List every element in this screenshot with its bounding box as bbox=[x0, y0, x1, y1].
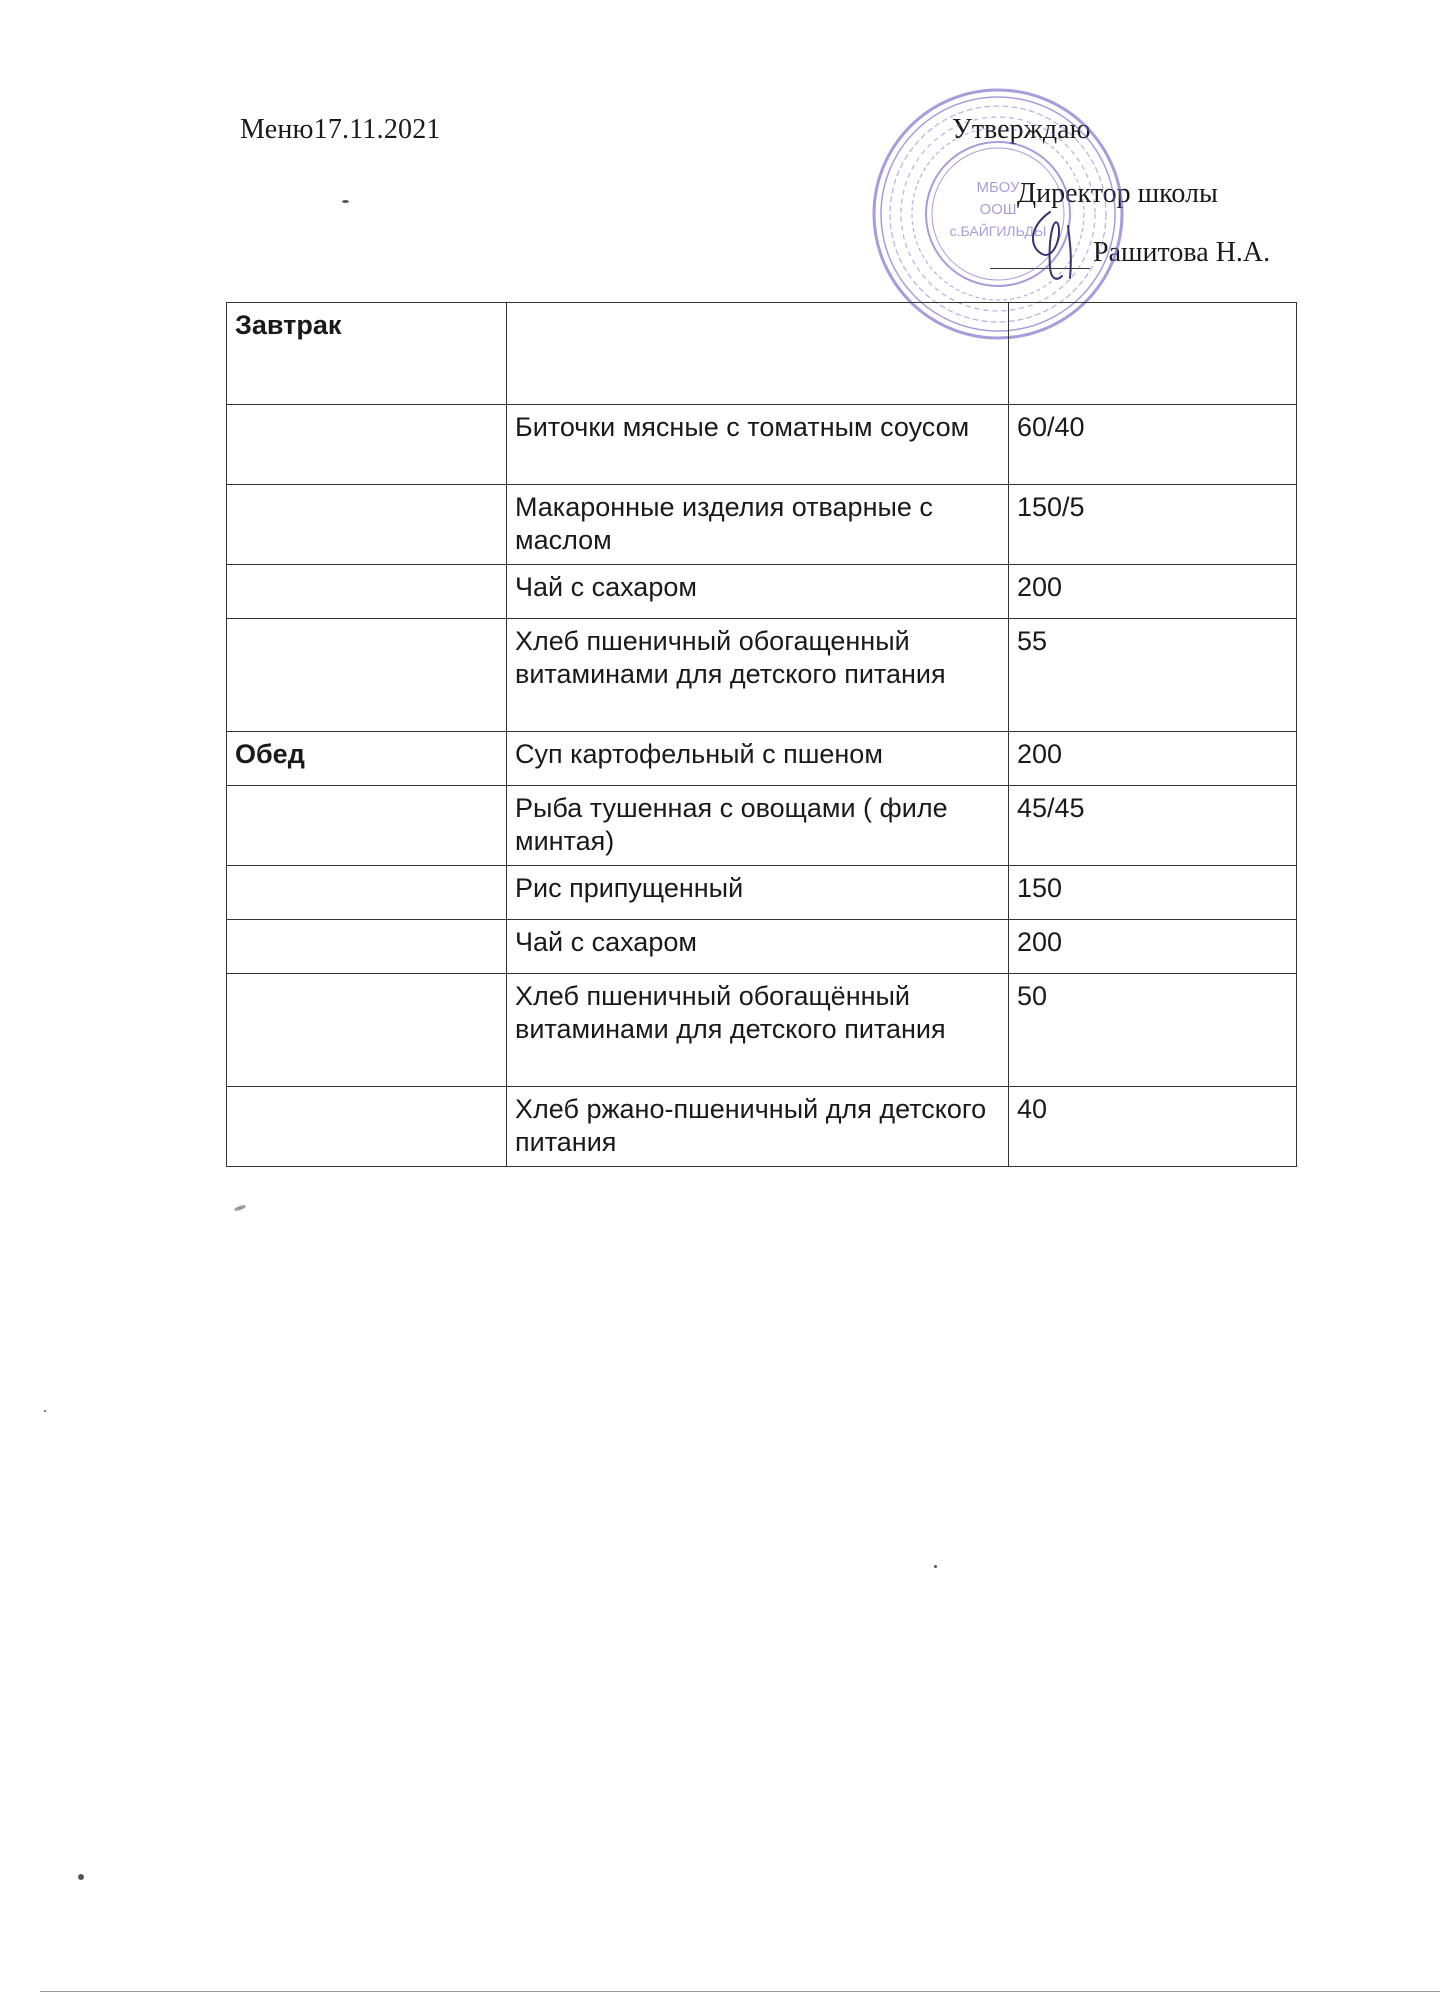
table-row bbox=[227, 405, 1297, 485]
table-row-lunch bbox=[227, 732, 1297, 786]
portion-cell: 50 bbox=[1009, 974, 1297, 1087]
dish-cell: Хлеб ржано-пшеничный для детского питания bbox=[507, 1087, 1009, 1167]
scan-speck bbox=[78, 1874, 84, 1880]
scan-speck bbox=[44, 1410, 46, 1412]
section-label-lunch: Обед bbox=[227, 732, 507, 786]
signature-icon bbox=[1010, 206, 1100, 286]
dish-cell: Хлеб пшеничный обогащённый витаминами для детского питания bbox=[507, 974, 1009, 1087]
table-row bbox=[227, 866, 1297, 920]
dish-cell: Хлеб пшеничный обогащенный витаминами для детского питания bbox=[507, 619, 1009, 732]
dish-cell: Рыба тушенная с овощами ( филе минтая) bbox=[507, 786, 1009, 866]
table-row bbox=[227, 786, 1297, 866]
table-row bbox=[227, 974, 1297, 1087]
portion-cell: 150/5 bbox=[1009, 485, 1297, 565]
portion-cell: 60/40 bbox=[1009, 405, 1297, 485]
approve-label: Утверждаю bbox=[952, 114, 1091, 145]
section-cell bbox=[227, 405, 507, 485]
dish-cell: Чай с сахаром bbox=[507, 565, 1009, 619]
dish-cell: Суп картофельный с пшеном bbox=[507, 732, 1009, 786]
section-cell bbox=[227, 920, 507, 974]
section-cell bbox=[227, 485, 507, 565]
section-label-breakfast: Завтрак bbox=[227, 303, 507, 405]
svg-text:МБОУ: МБОУ bbox=[976, 179, 1020, 196]
scan-edge-line bbox=[40, 1991, 1440, 1992]
dish-cell: Рис припущенный bbox=[507, 866, 1009, 920]
portion-cell: 45/45 bbox=[1009, 786, 1297, 866]
scan-speck bbox=[342, 200, 349, 203]
portion-cell: 150 bbox=[1009, 866, 1297, 920]
scan-speck bbox=[934, 1565, 937, 1568]
menu-title: Меню17.11.2021 bbox=[240, 114, 441, 145]
portion-cell: 200 bbox=[1009, 732, 1297, 786]
menu-table bbox=[226, 302, 1297, 1167]
empty-cell bbox=[507, 303, 1009, 405]
dish-cell: Макаронные изделия отварные с маслом bbox=[507, 485, 1009, 565]
scan-speck bbox=[234, 1204, 247, 1212]
table-row-breakfast-header bbox=[227, 303, 1297, 405]
table-row bbox=[227, 1087, 1297, 1167]
section-cell bbox=[227, 786, 507, 866]
director-position: Директор школы bbox=[1017, 178, 1218, 209]
empty-cell bbox=[1009, 303, 1297, 405]
section-cell bbox=[227, 1087, 507, 1167]
svg-text:ООШ: ООШ bbox=[979, 201, 1017, 218]
table-row bbox=[227, 565, 1297, 619]
portion-cell: 40 bbox=[1009, 1087, 1297, 1167]
portion-cell: 200 bbox=[1009, 920, 1297, 974]
section-cell bbox=[227, 974, 507, 1087]
table-row bbox=[227, 920, 1297, 974]
section-cell bbox=[227, 619, 507, 732]
table-row bbox=[227, 619, 1297, 732]
portion-cell: 55 bbox=[1009, 619, 1297, 732]
svg-text:с.БАЙГИЛЬДЫ: с.БАЙГИЛЬДЫ bbox=[949, 223, 1047, 239]
portion-cell: 200 bbox=[1009, 565, 1297, 619]
section-cell bbox=[227, 866, 507, 920]
dish-cell: Чай с сахаром bbox=[507, 920, 1009, 974]
director-name: Рашитова Н.А. bbox=[1093, 237, 1271, 268]
table-row bbox=[227, 485, 1297, 565]
dish-cell: Биточки мясные с томатным соусом bbox=[507, 405, 1009, 485]
section-cell bbox=[227, 565, 507, 619]
